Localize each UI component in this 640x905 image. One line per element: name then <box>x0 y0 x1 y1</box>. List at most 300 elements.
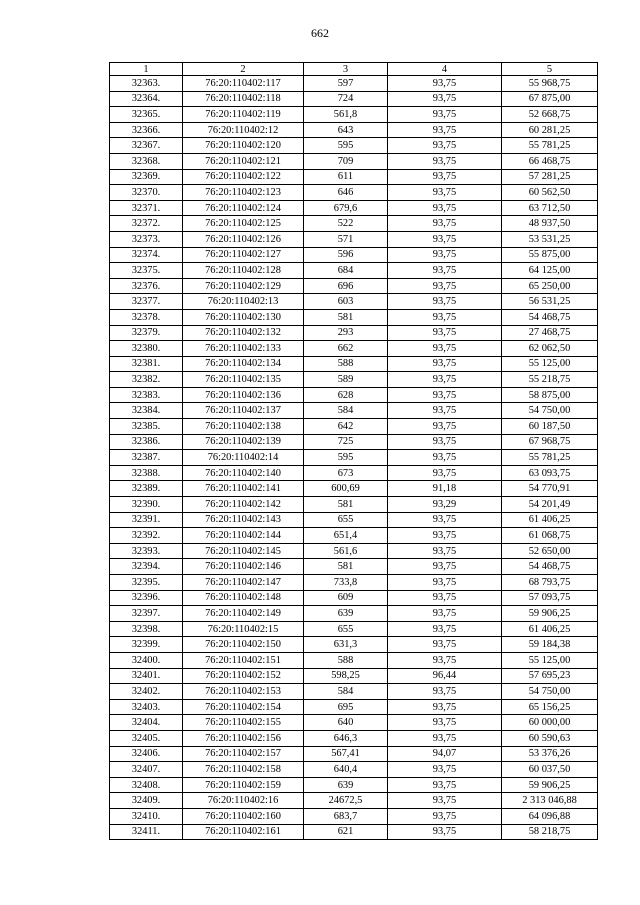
cadastral-number-cell: 76:20:110402:158 <box>183 762 304 778</box>
table-row <box>110 715 598 731</box>
value-cell: 55 125,00 <box>502 652 598 668</box>
row-number-cell: 32363. <box>110 76 183 92</box>
value-cell: 54 770,91 <box>502 481 598 497</box>
area-cell: 679,6 <box>304 200 388 216</box>
rate-cell: 91,18 <box>388 481 502 497</box>
value-cell: 67 875,00 <box>502 91 598 107</box>
area-cell: 642 <box>304 419 388 435</box>
row-number-cell: 32407. <box>110 762 183 778</box>
table-body <box>110 76 598 840</box>
table-row <box>110 216 598 232</box>
area-cell: 598,25 <box>304 668 388 684</box>
cadastral-number-cell: 76:20:110402:146 <box>183 559 304 575</box>
value-cell: 60 590,63 <box>502 730 598 746</box>
rate-cell: 93,75 <box>388 699 502 715</box>
rate-cell: 93,75 <box>388 465 502 481</box>
value-cell: 64 096,88 <box>502 808 598 824</box>
rate-cell: 93,75 <box>388 715 502 731</box>
area-cell: 595 <box>304 450 388 466</box>
data-table <box>109 62 598 840</box>
area-cell: 631,3 <box>304 637 388 653</box>
area-cell: 596 <box>304 247 388 263</box>
row-number-cell: 32385. <box>110 419 183 435</box>
cadastral-number-cell: 76:20:110402:16 <box>183 793 304 809</box>
area-cell: 597 <box>304 76 388 92</box>
table-row <box>110 465 598 481</box>
table-row <box>110 481 598 497</box>
rate-cell: 93,75 <box>388 793 502 809</box>
rate-cell: 93,75 <box>388 684 502 700</box>
value-cell: 68 793,75 <box>502 575 598 591</box>
rate-cell: 93,75 <box>388 419 502 435</box>
value-cell: 53 376,26 <box>502 746 598 762</box>
row-number-cell: 32384. <box>110 403 183 419</box>
value-cell: 54 201,49 <box>502 497 598 513</box>
rate-cell: 93,75 <box>388 325 502 341</box>
value-cell: 48 937,50 <box>502 216 598 232</box>
cadastral-number-cell: 76:20:110402:152 <box>183 668 304 684</box>
area-cell: 589 <box>304 372 388 388</box>
area-cell: 603 <box>304 294 388 310</box>
column-header: 1 <box>110 63 183 76</box>
row-number-cell: 32391. <box>110 512 183 528</box>
area-cell: 640,4 <box>304 762 388 778</box>
area-cell: 611 <box>304 169 388 185</box>
value-cell: 56 531,25 <box>502 294 598 310</box>
row-number-cell: 32408. <box>110 777 183 793</box>
table-row <box>110 824 598 840</box>
table-row <box>110 247 598 263</box>
value-cell: 54 468,75 <box>502 559 598 575</box>
table-row <box>110 185 598 201</box>
row-number-cell: 32364. <box>110 91 183 107</box>
row-number-cell: 32372. <box>110 216 183 232</box>
value-cell: 52 668,75 <box>502 107 598 123</box>
row-number-cell: 32383. <box>110 387 183 403</box>
table-row <box>110 512 598 528</box>
rate-cell: 93,75 <box>388 387 502 403</box>
rate-cell: 93,75 <box>388 91 502 107</box>
rate-cell: 93,75 <box>388 528 502 544</box>
table-row <box>110 294 598 310</box>
value-cell: 55 875,00 <box>502 247 598 263</box>
row-number-cell: 32397. <box>110 606 183 622</box>
cadastral-number-cell: 76:20:110402:15 <box>183 621 304 637</box>
cadastral-number-cell: 76:20:110402:143 <box>183 512 304 528</box>
area-cell: 600,69 <box>304 481 388 497</box>
row-number-cell: 32396. <box>110 590 183 606</box>
table-row <box>110 387 598 403</box>
rate-cell: 93,75 <box>388 372 502 388</box>
rate-cell: 93,29 <box>388 497 502 513</box>
row-number-cell: 32402. <box>110 684 183 700</box>
value-cell: 61 406,25 <box>502 512 598 528</box>
cadastral-number-cell: 76:20:110402:117 <box>183 76 304 92</box>
row-number-cell: 32380. <box>110 341 183 357</box>
row-number-cell: 32386. <box>110 434 183 450</box>
cadastral-number-cell: 76:20:110402:159 <box>183 777 304 793</box>
value-cell: 62 062,50 <box>502 341 598 357</box>
rate-cell: 93,75 <box>388 76 502 92</box>
row-number-cell: 32374. <box>110 247 183 263</box>
cadastral-number-cell: 76:20:110402:134 <box>183 356 304 372</box>
table-row <box>110 762 598 778</box>
value-cell: 63 712,50 <box>502 200 598 216</box>
value-cell: 61 068,75 <box>502 528 598 544</box>
rate-cell: 93,75 <box>388 450 502 466</box>
rate-cell: 93,75 <box>388 263 502 279</box>
area-cell: 646 <box>304 185 388 201</box>
row-number-cell: 32371. <box>110 200 183 216</box>
area-cell: 662 <box>304 341 388 357</box>
value-cell: 61 406,25 <box>502 621 598 637</box>
cadastral-number-cell: 76:20:110402:147 <box>183 575 304 591</box>
area-cell: 588 <box>304 356 388 372</box>
table-row <box>110 777 598 793</box>
column-header: 3 <box>304 63 388 76</box>
area-cell: 588 <box>304 652 388 668</box>
value-cell: 57 281,25 <box>502 169 598 185</box>
cadastral-number-cell: 76:20:110402:145 <box>183 543 304 559</box>
value-cell: 55 125,00 <box>502 356 598 372</box>
row-number-cell: 32409. <box>110 793 183 809</box>
column-header: 4 <box>388 63 502 76</box>
cadastral-number-cell: 76:20:110402:13 <box>183 294 304 310</box>
cadastral-number-cell: 76:20:110402:128 <box>183 263 304 279</box>
cadastral-number-cell: 76:20:110402:12 <box>183 122 304 138</box>
column-header: 5 <box>502 63 598 76</box>
value-cell: 59 906,25 <box>502 777 598 793</box>
value-cell: 54 750,00 <box>502 684 598 700</box>
table-row <box>110 91 598 107</box>
table-row <box>110 621 598 637</box>
value-cell: 52 650,00 <box>502 543 598 559</box>
table-row <box>110 76 598 92</box>
rate-cell: 93,75 <box>388 824 502 840</box>
table-row <box>110 372 598 388</box>
value-cell: 65 156,25 <box>502 699 598 715</box>
value-cell: 55 218,75 <box>502 372 598 388</box>
rate-cell: 96,44 <box>388 668 502 684</box>
value-cell: 58 218,75 <box>502 824 598 840</box>
row-number-cell: 32375. <box>110 263 183 279</box>
rate-cell: 93,75 <box>388 122 502 138</box>
cadastral-number-cell: 76:20:110402:124 <box>183 200 304 216</box>
value-cell: 55 781,25 <box>502 138 598 154</box>
table-header-row <box>110 63 598 76</box>
rate-cell: 93,75 <box>388 294 502 310</box>
value-cell: 60 562,50 <box>502 185 598 201</box>
row-number-cell: 32401. <box>110 668 183 684</box>
area-cell: 561,6 <box>304 543 388 559</box>
row-number-cell: 32393. <box>110 543 183 559</box>
row-number-cell: 32378. <box>110 309 183 325</box>
row-number-cell: 32404. <box>110 715 183 731</box>
rate-cell: 93,75 <box>388 762 502 778</box>
cadastral-number-cell: 76:20:110402:126 <box>183 231 304 247</box>
rate-cell: 93,75 <box>388 403 502 419</box>
rate-cell: 93,75 <box>388 808 502 824</box>
cadastral-number-cell: 76:20:110402:157 <box>183 746 304 762</box>
area-cell: 695 <box>304 699 388 715</box>
table-row <box>110 730 598 746</box>
area-cell: 655 <box>304 621 388 637</box>
rate-cell: 93,75 <box>388 356 502 372</box>
cadastral-number-cell: 76:20:110402:140 <box>183 465 304 481</box>
area-cell: 643 <box>304 122 388 138</box>
table-row <box>110 606 598 622</box>
area-cell: 581 <box>304 309 388 325</box>
rate-cell: 93,75 <box>388 341 502 357</box>
row-number-cell: 32368. <box>110 153 183 169</box>
area-cell: 595 <box>304 138 388 154</box>
value-cell: 63 093,75 <box>502 465 598 481</box>
rate-cell: 93,75 <box>388 231 502 247</box>
rate-cell: 93,75 <box>388 543 502 559</box>
table-row <box>110 419 598 435</box>
row-number-cell: 32390. <box>110 497 183 513</box>
cadastral-number-cell: 76:20:110402:149 <box>183 606 304 622</box>
area-cell: 683,7 <box>304 808 388 824</box>
value-cell: 67 968,75 <box>502 434 598 450</box>
row-number-cell: 32388. <box>110 465 183 481</box>
rate-cell: 93,75 <box>388 512 502 528</box>
table-row <box>110 231 598 247</box>
rate-cell: 93,75 <box>388 247 502 263</box>
cadastral-number-cell: 76:20:110402:139 <box>183 434 304 450</box>
cadastral-number-cell: 76:20:110402:121 <box>183 153 304 169</box>
rate-cell: 93,75 <box>388 621 502 637</box>
area-cell: 733,8 <box>304 575 388 591</box>
rate-cell: 93,75 <box>388 309 502 325</box>
value-cell: 60 187,50 <box>502 419 598 435</box>
cadastral-number-cell: 76:20:110402:136 <box>183 387 304 403</box>
value-cell: 59 184,38 <box>502 637 598 653</box>
cadastral-number-cell: 76:20:110402:141 <box>183 481 304 497</box>
page-number: 662 <box>311 26 329 40</box>
table-row <box>110 169 598 185</box>
rate-cell: 93,75 <box>388 575 502 591</box>
rate-cell: 93,75 <box>388 559 502 575</box>
table-row <box>110 153 598 169</box>
table-row <box>110 309 598 325</box>
column-header: 2 <box>183 63 304 76</box>
value-cell: 2 313 046,88 <box>502 793 598 809</box>
value-cell: 66 468,75 <box>502 153 598 169</box>
area-cell: 621 <box>304 824 388 840</box>
rate-cell: 93,75 <box>388 169 502 185</box>
cadastral-number-cell: 76:20:110402:160 <box>183 808 304 824</box>
rate-cell: 93,75 <box>388 637 502 653</box>
area-cell: 646,3 <box>304 730 388 746</box>
cadastral-number-cell: 76:20:110402:151 <box>183 652 304 668</box>
cadastral-number-cell: 76:20:110402:150 <box>183 637 304 653</box>
area-cell: 639 <box>304 777 388 793</box>
table-row <box>110 497 598 513</box>
cadastral-number-cell: 76:20:110402:156 <box>183 730 304 746</box>
cadastral-number-cell: 76:20:110402:14 <box>183 450 304 466</box>
rate-cell: 93,75 <box>388 200 502 216</box>
table-row <box>110 793 598 809</box>
table-row <box>110 528 598 544</box>
cadastral-number-cell: 76:20:110402:130 <box>183 309 304 325</box>
area-cell: 628 <box>304 387 388 403</box>
value-cell: 57 695,23 <box>502 668 598 684</box>
cadastral-number-cell: 76:20:110402:137 <box>183 403 304 419</box>
row-number-cell: 32382. <box>110 372 183 388</box>
row-number-cell: 32381. <box>110 356 183 372</box>
table-row <box>110 450 598 466</box>
area-cell: 651,4 <box>304 528 388 544</box>
area-cell: 584 <box>304 403 388 419</box>
row-number-cell: 32395. <box>110 575 183 591</box>
table-row <box>110 325 598 341</box>
table-row <box>110 278 598 294</box>
area-cell: 724 <box>304 91 388 107</box>
value-cell: 57 093,75 <box>502 590 598 606</box>
table-row <box>110 699 598 715</box>
table-row <box>110 637 598 653</box>
table-row <box>110 575 598 591</box>
table-row <box>110 403 598 419</box>
table-row <box>110 263 598 279</box>
value-cell: 54 750,00 <box>502 403 598 419</box>
cadastral-number-cell: 76:20:110402:142 <box>183 497 304 513</box>
value-cell: 65 250,00 <box>502 278 598 294</box>
value-cell: 27 468,75 <box>502 325 598 341</box>
table-row <box>110 356 598 372</box>
area-cell: 561,8 <box>304 107 388 123</box>
cadastral-number-cell: 76:20:110402:122 <box>183 169 304 185</box>
row-number-cell: 32387. <box>110 450 183 466</box>
rate-cell: 93,75 <box>388 777 502 793</box>
row-number-cell: 32403. <box>110 699 183 715</box>
cadastral-number-cell: 76:20:110402:161 <box>183 824 304 840</box>
area-cell: 522 <box>304 216 388 232</box>
row-number-cell: 32392. <box>110 528 183 544</box>
row-number-cell: 32370. <box>110 185 183 201</box>
value-cell: 54 468,75 <box>502 309 598 325</box>
table-row <box>110 652 598 668</box>
rate-cell: 93,75 <box>388 434 502 450</box>
row-number-cell: 32394. <box>110 559 183 575</box>
cadastral-number-cell: 76:20:110402:133 <box>183 341 304 357</box>
table-row <box>110 808 598 824</box>
cadastral-number-cell: 76:20:110402:118 <box>183 91 304 107</box>
rate-cell: 93,75 <box>388 730 502 746</box>
area-cell: 639 <box>304 606 388 622</box>
value-cell: 55 781,25 <box>502 450 598 466</box>
rate-cell: 93,75 <box>388 185 502 201</box>
cadastral-number-cell: 76:20:110402:154 <box>183 699 304 715</box>
row-number-cell: 32406. <box>110 746 183 762</box>
rate-cell: 93,75 <box>388 153 502 169</box>
table-row <box>110 559 598 575</box>
cadastral-number-cell: 76:20:110402:129 <box>183 278 304 294</box>
rate-cell: 93,75 <box>388 652 502 668</box>
cadastral-number-cell: 76:20:110402:119 <box>183 107 304 123</box>
table-row <box>110 590 598 606</box>
area-cell: 684 <box>304 263 388 279</box>
rate-cell: 93,75 <box>388 606 502 622</box>
row-number-cell: 32411. <box>110 824 183 840</box>
row-number-cell: 32365. <box>110 107 183 123</box>
area-cell: 673 <box>304 465 388 481</box>
cadastral-number-cell: 76:20:110402:153 <box>183 684 304 700</box>
cadastral-number-cell: 76:20:110402:135 <box>183 372 304 388</box>
table-row <box>110 138 598 154</box>
table-row <box>110 341 598 357</box>
cadastral-number-cell: 76:20:110402:123 <box>183 185 304 201</box>
cadastral-number-cell: 76:20:110402:127 <box>183 247 304 263</box>
table-row <box>110 746 598 762</box>
value-cell: 60 037,50 <box>502 762 598 778</box>
rate-cell: 93,75 <box>388 107 502 123</box>
rate-cell: 93,75 <box>388 138 502 154</box>
table-row <box>110 434 598 450</box>
rate-cell: 94,07 <box>388 746 502 762</box>
area-cell: 696 <box>304 278 388 294</box>
row-number-cell: 32389. <box>110 481 183 497</box>
table-row <box>110 543 598 559</box>
cadastral-number-cell: 76:20:110402:125 <box>183 216 304 232</box>
value-cell: 64 125,00 <box>502 263 598 279</box>
row-number-cell: 32379. <box>110 325 183 341</box>
area-cell: 584 <box>304 684 388 700</box>
rate-cell: 93,75 <box>388 216 502 232</box>
row-number-cell: 32377. <box>110 294 183 310</box>
row-number-cell: 32367. <box>110 138 183 154</box>
area-cell: 709 <box>304 153 388 169</box>
value-cell: 60 000,00 <box>502 715 598 731</box>
row-number-cell: 32366. <box>110 122 183 138</box>
cadastral-number-cell: 76:20:110402:120 <box>183 138 304 154</box>
value-cell: 60 281,25 <box>502 122 598 138</box>
rate-cell: 93,75 <box>388 590 502 606</box>
table-row <box>110 107 598 123</box>
rate-cell: 93,75 <box>388 278 502 294</box>
table-row <box>110 684 598 700</box>
cadastral-number-cell: 76:20:110402:155 <box>183 715 304 731</box>
value-cell: 53 531,25 <box>502 231 598 247</box>
row-number-cell: 32410. <box>110 808 183 824</box>
area-cell: 725 <box>304 434 388 450</box>
row-number-cell: 32405. <box>110 730 183 746</box>
area-cell: 655 <box>304 512 388 528</box>
area-cell: 640 <box>304 715 388 731</box>
area-cell: 567,41 <box>304 746 388 762</box>
cadastral-number-cell: 76:20:110402:138 <box>183 419 304 435</box>
cadastral-number-cell: 76:20:110402:148 <box>183 590 304 606</box>
area-cell: 24672,5 <box>304 793 388 809</box>
area-cell: 571 <box>304 231 388 247</box>
row-number-cell: 32400. <box>110 652 183 668</box>
area-cell: 609 <box>304 590 388 606</box>
table-row <box>110 668 598 684</box>
table-row <box>110 122 598 138</box>
cadastral-number-cell: 76:20:110402:132 <box>183 325 304 341</box>
table-row <box>110 200 598 216</box>
value-cell: 59 906,25 <box>502 606 598 622</box>
area-cell: 581 <box>304 559 388 575</box>
row-number-cell: 32373. <box>110 231 183 247</box>
row-number-cell: 32398. <box>110 621 183 637</box>
value-cell: 55 968,75 <box>502 76 598 92</box>
cadastral-number-cell: 76:20:110402:144 <box>183 528 304 544</box>
area-cell: 581 <box>304 497 388 513</box>
value-cell: 58 875,00 <box>502 387 598 403</box>
row-number-cell: 32399. <box>110 637 183 653</box>
